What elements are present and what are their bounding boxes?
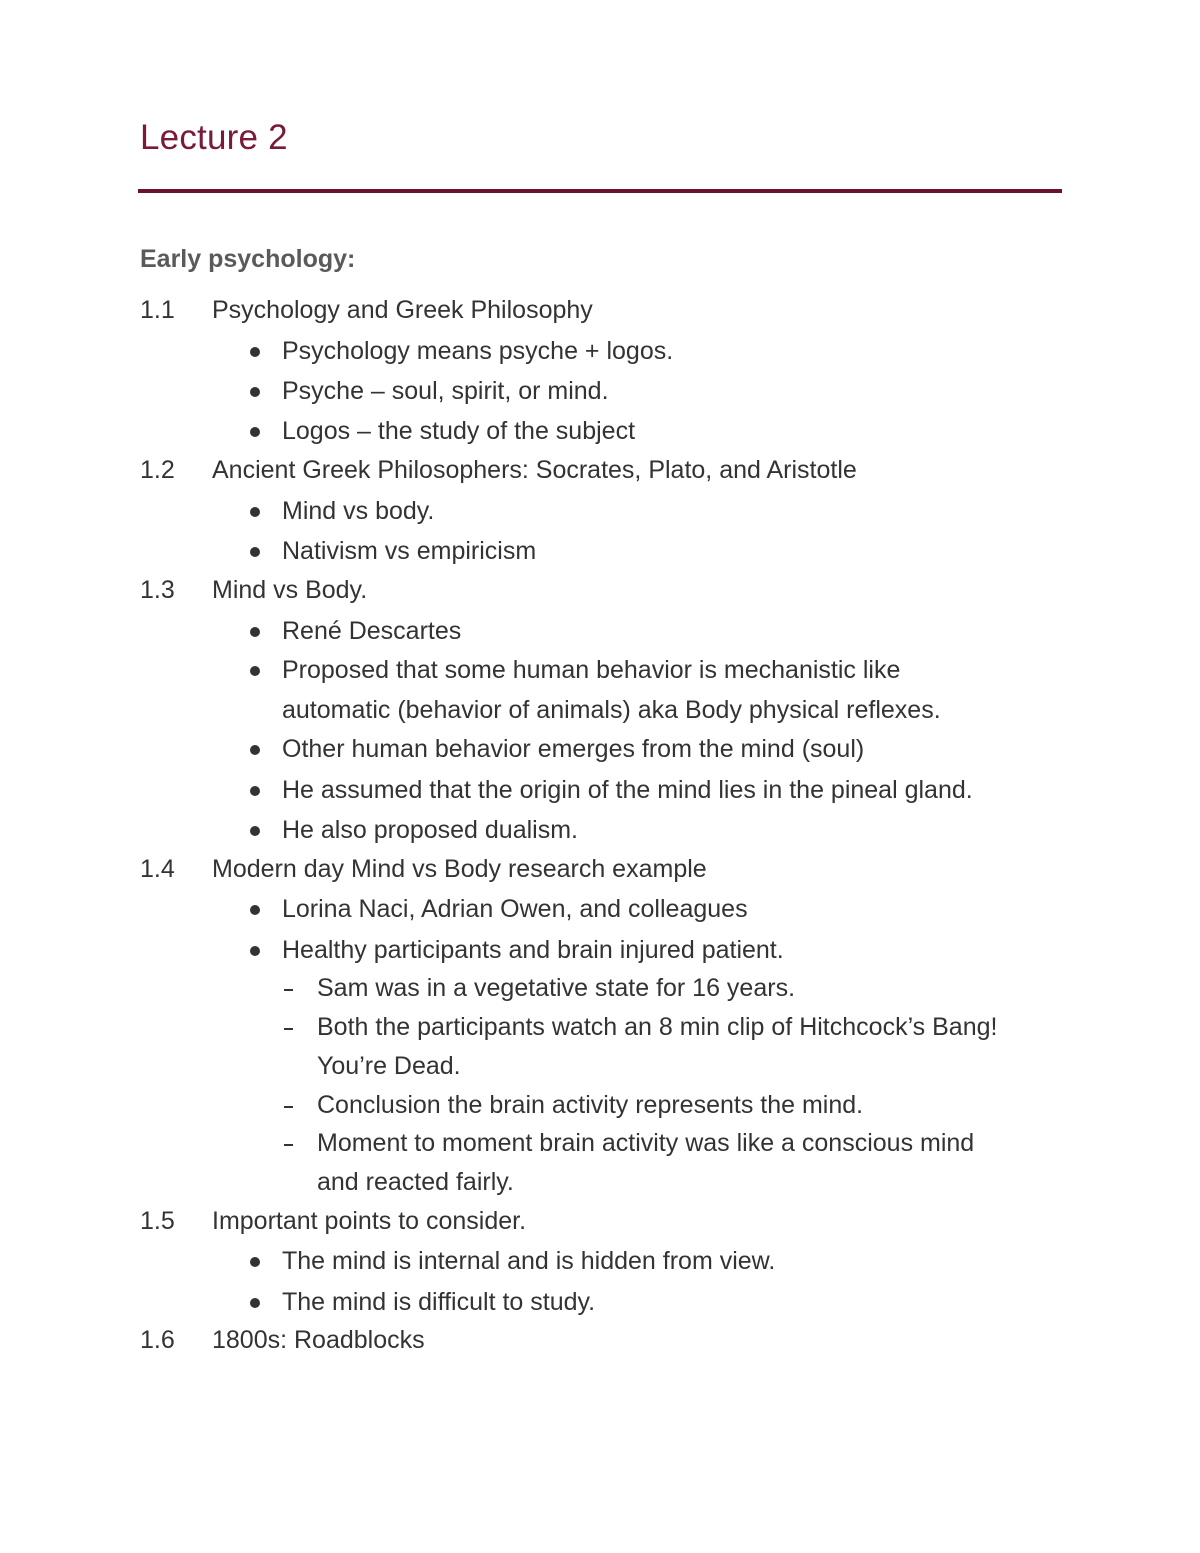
bullet-icon bbox=[250, 826, 260, 836]
bullet-item: Proposed that some human behavior is mechanistic like bbox=[282, 656, 901, 684]
bullet-icon bbox=[250, 347, 260, 357]
bullet-item: René Descartes bbox=[282, 617, 462, 645]
section-number: 1.2 bbox=[140, 456, 175, 484]
section-number: 1.1 bbox=[140, 296, 175, 324]
sub-item: Conclusion the brain activity represents the mind. bbox=[317, 1091, 864, 1119]
dash-icon bbox=[284, 1144, 293, 1146]
bullet-icon bbox=[250, 427, 260, 437]
bullet-item: He assumed that the origin of the mind lies in the pineal gland. bbox=[282, 776, 973, 804]
bullet-icon bbox=[250, 666, 260, 676]
section-title: Ancient Greek Philosophers: Socrates, Plato, and Aristotle bbox=[212, 456, 857, 484]
section-title: Important points to consider. bbox=[212, 1207, 527, 1235]
sub-item: Sam was in a vegetative state for 16 years. bbox=[317, 974, 796, 1002]
bullet-icon bbox=[250, 627, 260, 637]
bullet-item: Psyche – soul, spirit, or mind. bbox=[282, 377, 609, 405]
bullet-icon bbox=[250, 946, 260, 956]
sub-item: Both the participants watch an 8 min clip of Hitchcock’s Bang! bbox=[317, 1013, 998, 1041]
sub-item: Moment to moment brain activity was like a conscious mind bbox=[317, 1129, 975, 1157]
section-number: 1.4 bbox=[140, 855, 175, 883]
bullet-icon bbox=[250, 507, 260, 517]
bullet-icon bbox=[250, 547, 260, 557]
bullet-icon bbox=[250, 905, 260, 915]
section-number: 1.5 bbox=[140, 1207, 175, 1235]
title-divider bbox=[138, 189, 1062, 193]
sub-item-continuation: You’re Dead. bbox=[317, 1052, 461, 1080]
bullet-item-continuation: automatic (behavior of animals) aka Body physical reflexes. bbox=[282, 696, 941, 724]
section-number: 1.6 bbox=[140, 1326, 175, 1354]
section-title: Mind vs Body. bbox=[212, 576, 368, 604]
section-heading: Early psychology: bbox=[140, 245, 356, 273]
section-title: Modern day Mind vs Body research example bbox=[212, 855, 707, 883]
section-number: 1.3 bbox=[140, 576, 175, 604]
bullet-item: Healthy participants and brain injured patient. bbox=[282, 936, 784, 964]
bullet-item: Lorina Naci, Adrian Owen, and colleagues bbox=[282, 895, 748, 923]
bullet-item: The mind is internal and is hidden from view. bbox=[282, 1247, 776, 1275]
bullet-item: Psychology means psyche + logos. bbox=[282, 337, 674, 365]
bullet-item: The mind is difficult to study. bbox=[282, 1288, 596, 1316]
bullet-icon bbox=[250, 387, 260, 397]
dash-icon bbox=[284, 1028, 293, 1030]
section-title: 1800s: Roadblocks bbox=[212, 1326, 425, 1354]
bullet-item: Other human behavior emerges from the mind (soul) bbox=[282, 735, 865, 763]
bullet-icon bbox=[250, 745, 260, 755]
dash-icon bbox=[284, 1106, 293, 1108]
bullet-item: Mind vs body. bbox=[282, 497, 435, 525]
bullet-item: Logos – the study of the subject bbox=[282, 417, 636, 445]
page-title: Lecture 2 bbox=[140, 118, 288, 157]
section-title: Psychology and Greek Philosophy bbox=[212, 296, 593, 324]
bullet-icon bbox=[250, 786, 260, 796]
bullet-item: He also proposed dualism. bbox=[282, 816, 578, 844]
bullet-icon bbox=[250, 1298, 260, 1308]
bullet-icon bbox=[250, 1257, 260, 1267]
dash-icon bbox=[284, 989, 293, 991]
sub-item-continuation: and reacted fairly. bbox=[317, 1168, 514, 1196]
bullet-item: Nativism vs empiricism bbox=[282, 537, 537, 565]
